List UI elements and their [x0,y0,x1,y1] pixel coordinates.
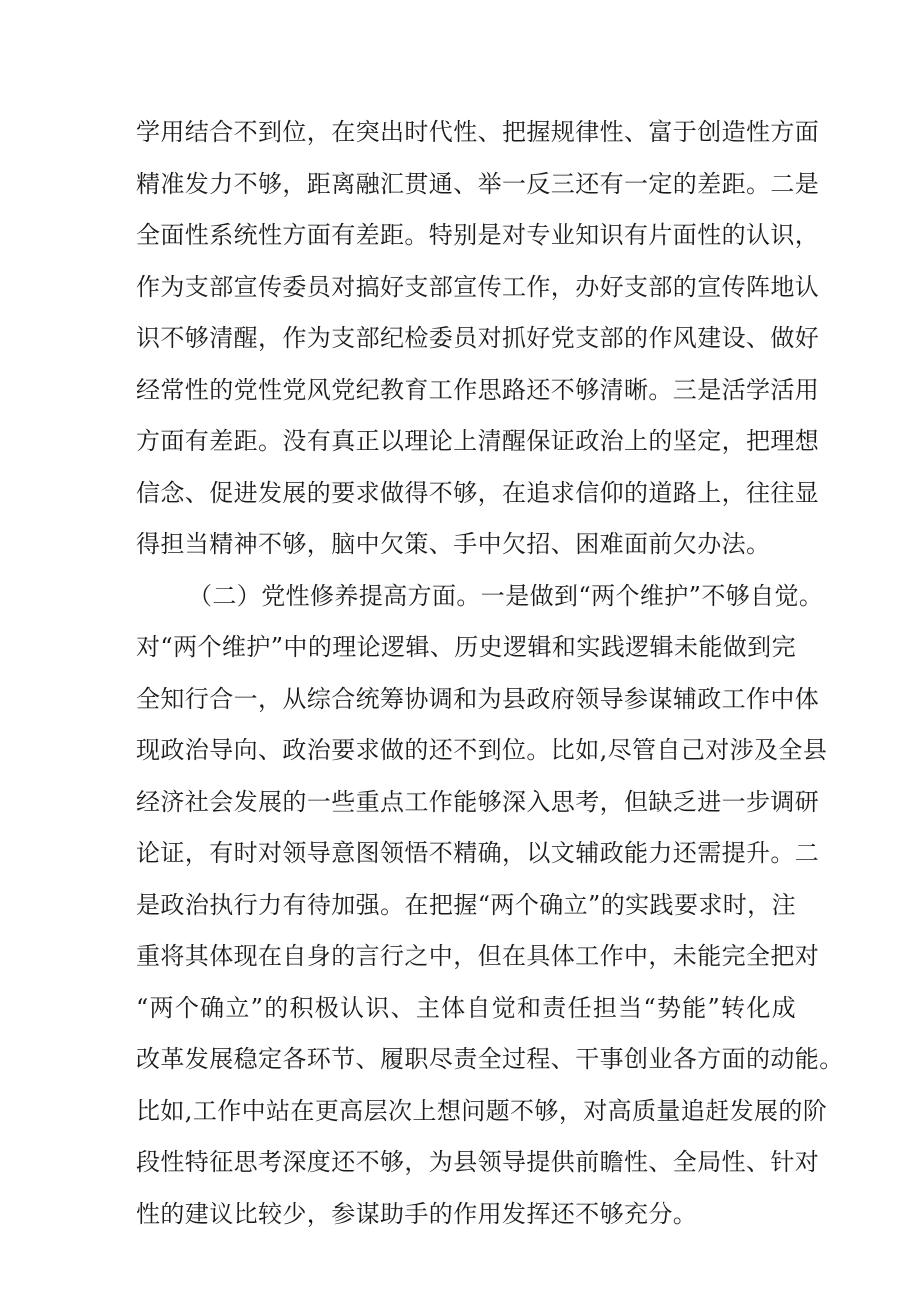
paragraph-line: 全知行合一，从综合统筹协调和为县政府领导参谋辅政工作中体 [136,684,820,713]
paragraph-line: 经常性的党性党风党纪教育工作思路还不够清晰。三是活学活用 [136,375,820,404]
paragraph-line: 比如,工作中站在更高层次上想问题不够，对高质量追赶发展的阶 [136,1096,828,1125]
paragraph-line: 识不够清醒，作为支部纪检委员对抓好党支部的作风建设、做好 [136,324,820,352]
paragraph-line: 信念、促进发展的要求做得不够，在追求信仰的道路上，往往显 [136,478,820,507]
paragraph-line: 论证，有时对领导意图领悟不精确，以文辅政能力还需提升。二 [136,839,820,867]
paragraph-line: 全面性系统性方面有差距。特别是对专业知识有片面性的认识， [136,221,820,249]
paragraph-line: 段性特征思考深度还不够，为县领导提供前瞻性、全局性、针对 [136,1148,820,1176]
paragraph-line: 现政治导向、政治要求做的还不到位。比如,尽管自己对涉及全县 [136,736,828,764]
paragraph-2 [136,571,844,1241]
paragraph-line: 作为支部宣传委员对搞好支部宣传工作，办好支部的宣传阵地认 [136,272,820,301]
paragraph-line: 是政治执行力有待加强。在把握“两个确立”的实践要求时，注 [136,890,796,919]
paragraph-line: 性的建议比较少，参谋助手的作用发挥还不够充分。 [136,1199,698,1228]
paragraph-line: 精准发力不够，距离融汇贯通、举一反三还有一定的差距。二是 [136,169,820,198]
paragraph-line: 改革发展稳定各环节、履职尽责全过程、干事创业各方面的动能。 [136,1045,844,1073]
paragraph-line: 对“两个维护”中的理论逻辑、历史逻辑和实践逻辑未能做到完 [136,633,796,661]
paragraph-line: 得担当精神不够，脑中欠策、手中欠招、困难面前欠办法。 [136,530,771,558]
paragraph-line: 学用结合不到位，在突出时代性、把握规律性、富于创造性方面 [136,118,820,146]
paragraph-line: 方面有差距。没有真正以理论上清醒保证政治上的坚定，把理想 [136,427,820,455]
paragraph-1 [136,107,820,571]
document-body [136,107,844,1240]
paragraph-line: 经济社会发展的一些重点工作能够深入思考，但缺乏进一步调研 [136,787,820,816]
paragraph-line: “两个确立”的积极认识、主体自觉和责任担当“势能”转化成 [136,993,796,1022]
paragraph-heading-line: （二）党性修养提高方面。一是做到“两个维护”不够自觉。 [188,581,824,610]
paragraph-line: 重将其体现在自身的言行之中，但在具体工作中，未能完全把对 [136,942,820,970]
